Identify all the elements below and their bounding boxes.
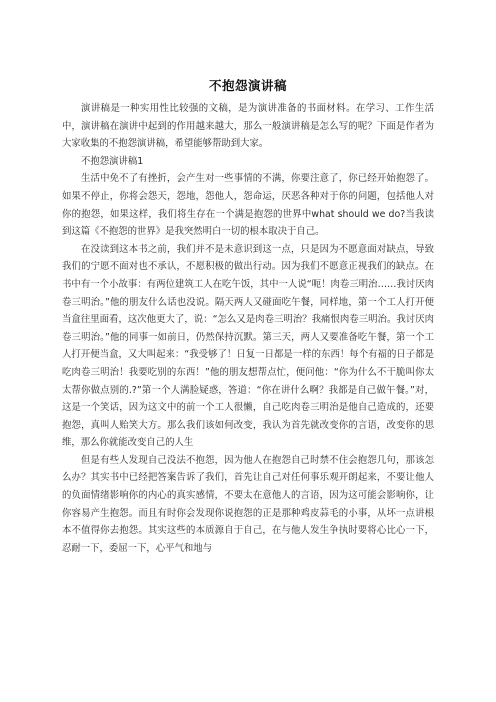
paragraph: 但是有些人发现自己没法不抱怨，因为他人在抱怨自己时禁不住会抱怨几句，那该怎么办？其实书中已经把答案告诉了我们，首先让自己对任何事乐观开朗起来，不要让他人的负面情绪影响你的内心的真实感情，不要太在意他人的言语，因为这可能会影响你，让你容易产生抱怨。而且有时你会发现你说抱怨的正是那种鸡皮蒜毛的小事，从坏一点讲根本不值得你去抱怨。其实这些的本质源自于自己，在与他人发生争执时要将心比心一下，忍耐一下，委屈一下，心平气和地与 (62, 454, 434, 554)
paragraph: 在没读到这本书之前，我们并不是未意识到这一点，只是因为不愿意面对缺点，导致我们的宁愿不面对也不承认，不愿积极的做出行动。因为我们不愿意正视我们的缺点。在书中有一个小故事：有两位建筑工人在吃午饭，其中一人说“呃！肉卷三明治……我讨厌肉卷三明治。”他的朋友什么话也没说。隔天两人又碰面吃午餐，同样地，第一个工人打开便当盒往里面看，这次他更大了，说：“怎么又是肉卷三明治？我痛恨肉卷三明治。我讨厌肉卷三明治。”他的同事一如前日，仍然保持沉默。第三天，两人又要准备吃午餐，第一个工人打开便当盒，又大叫起来：“我受够了！日复一日都是一样的东西！每个有福的日子都是吃肉卷三明治！我要吃别的东西！”他的朋友想帮点忙，便问他：“你为什么不干脆叫你太太帮你做点别的.?”第一个人满脸疑惑，答道：“你在讲什么啊？我都是自己做午餐。”对，这是一个笑话，因为这文中的前一个工人很懒，自己吃肉卷三明治是他自己造成的，还要抱怨，真叫人贻笑大方。那么我们该如何改变，我认为首先就改变你的言语，改变你的思维，那么你就能改变自己的人生 (62, 243, 434, 449)
paragraph-section-heading: 不抱怨演讲稿1 (81, 155, 144, 167)
paragraph-intro: 演讲稿是一种实用性比较强的文稿，是为演讲准备的书面材料。在学习、工作生活中，演讲稿在演讲中起到的作用越来越大，那么一般演讲稿是怎么写的呢？下面是作者为大家收集的不抱怨演讲稿，希望能够帮助到大家。 (62, 103, 434, 150)
document-title: 不抱怨演讲稿 (208, 78, 287, 93)
paragraph: 生活中免不了有挫折，会产生对一些事情的不满，你要注意了，你已经开始抱怨了。如果不停止，你将会怨天，怨地，怨他人，怨命运，厌恶各种对于你的问题，包括他人对你的抱怨，如果这样，我们将生存在一个满是抱怨的世界中what should we do?当我读到这篇《不抱怨的世界》是我突然明白一切的根本取决于自己。 (62, 173, 434, 238)
document-body (62, 100, 434, 557)
